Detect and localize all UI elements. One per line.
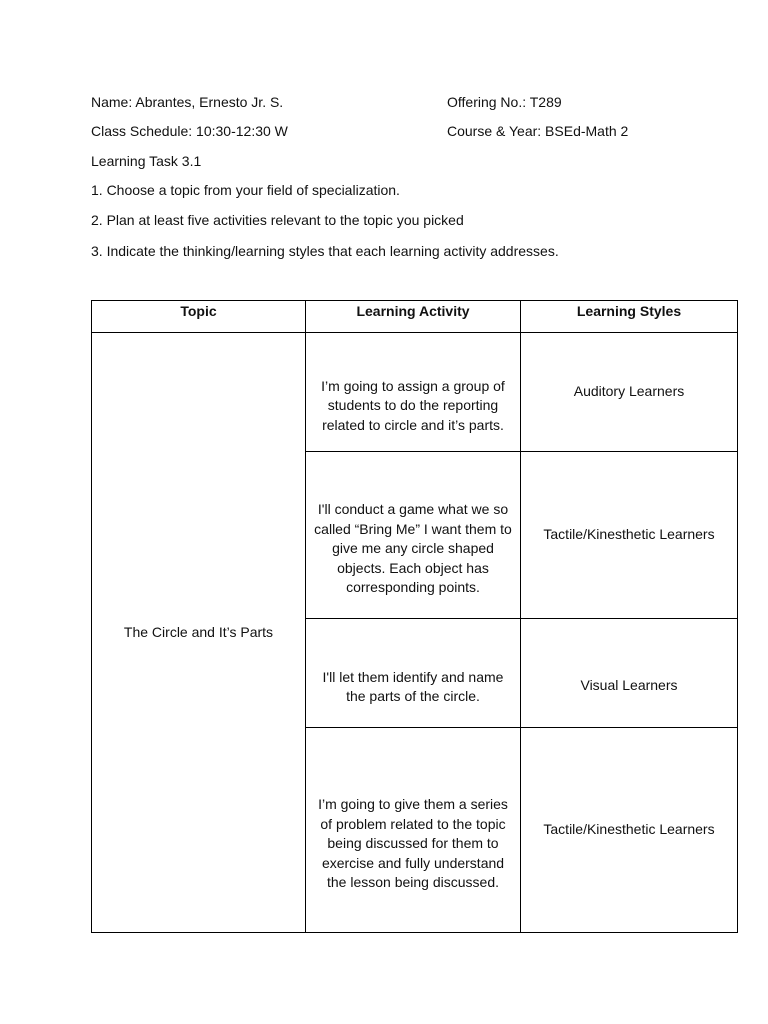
column-header-activity: Learning Activity <box>306 301 521 333</box>
class-schedule: Class Schedule: 10:30-12:30 W <box>91 123 288 139</box>
activity-cell: I’m going to give them a series of problem related to the topic being discussed for them to exercise and fully understand the lesson being discussed. <box>306 728 521 933</box>
learning-task-table <box>91 300 738 933</box>
learning-style-cell: Visual Learners <box>521 619 738 728</box>
instruction-item: 3. Indicate the thinking/learning styles that each learning activity addresses. <box>91 243 559 259</box>
column-header-styles: Learning Styles <box>521 301 738 333</box>
task-title: Learning Task 3.1 <box>91 153 202 169</box>
table-header-row <box>92 301 738 333</box>
instruction-item: 2. Plan at least five activities relevant to the topic you picked <box>91 212 464 228</box>
topic-cell: The Circle and It’s Parts <box>92 333 306 933</box>
offering-number: Offering No.: T289 <box>447 94 562 110</box>
table-row <box>92 333 738 452</box>
column-header-topic: Topic <box>92 301 306 333</box>
course-year: Course & Year: BSEd-Math 2 <box>447 123 629 139</box>
activity-cell: I'll conduct a game what we so called “Bring Me” I want them to give me any circle shaped objects. Each object has corresponding points. <box>306 452 521 619</box>
activity-cell: I'll let them identify and name the parts of the circle. <box>306 619 521 728</box>
activity-cell: I’m going to assign a group of students to do the reporting related to circle and it’s parts. <box>306 333 521 452</box>
instruction-item: 1. Choose a topic from your field of specialization. <box>91 182 400 198</box>
learning-style-cell: Tactile/Kinesthetic Learners <box>521 452 738 619</box>
student-name: Name: Abrantes, Ernesto Jr. S. <box>91 94 284 110</box>
learning-style-cell: Auditory Learners <box>521 333 738 452</box>
learning-style-cell: Tactile/Kinesthetic Learners <box>521 728 738 933</box>
